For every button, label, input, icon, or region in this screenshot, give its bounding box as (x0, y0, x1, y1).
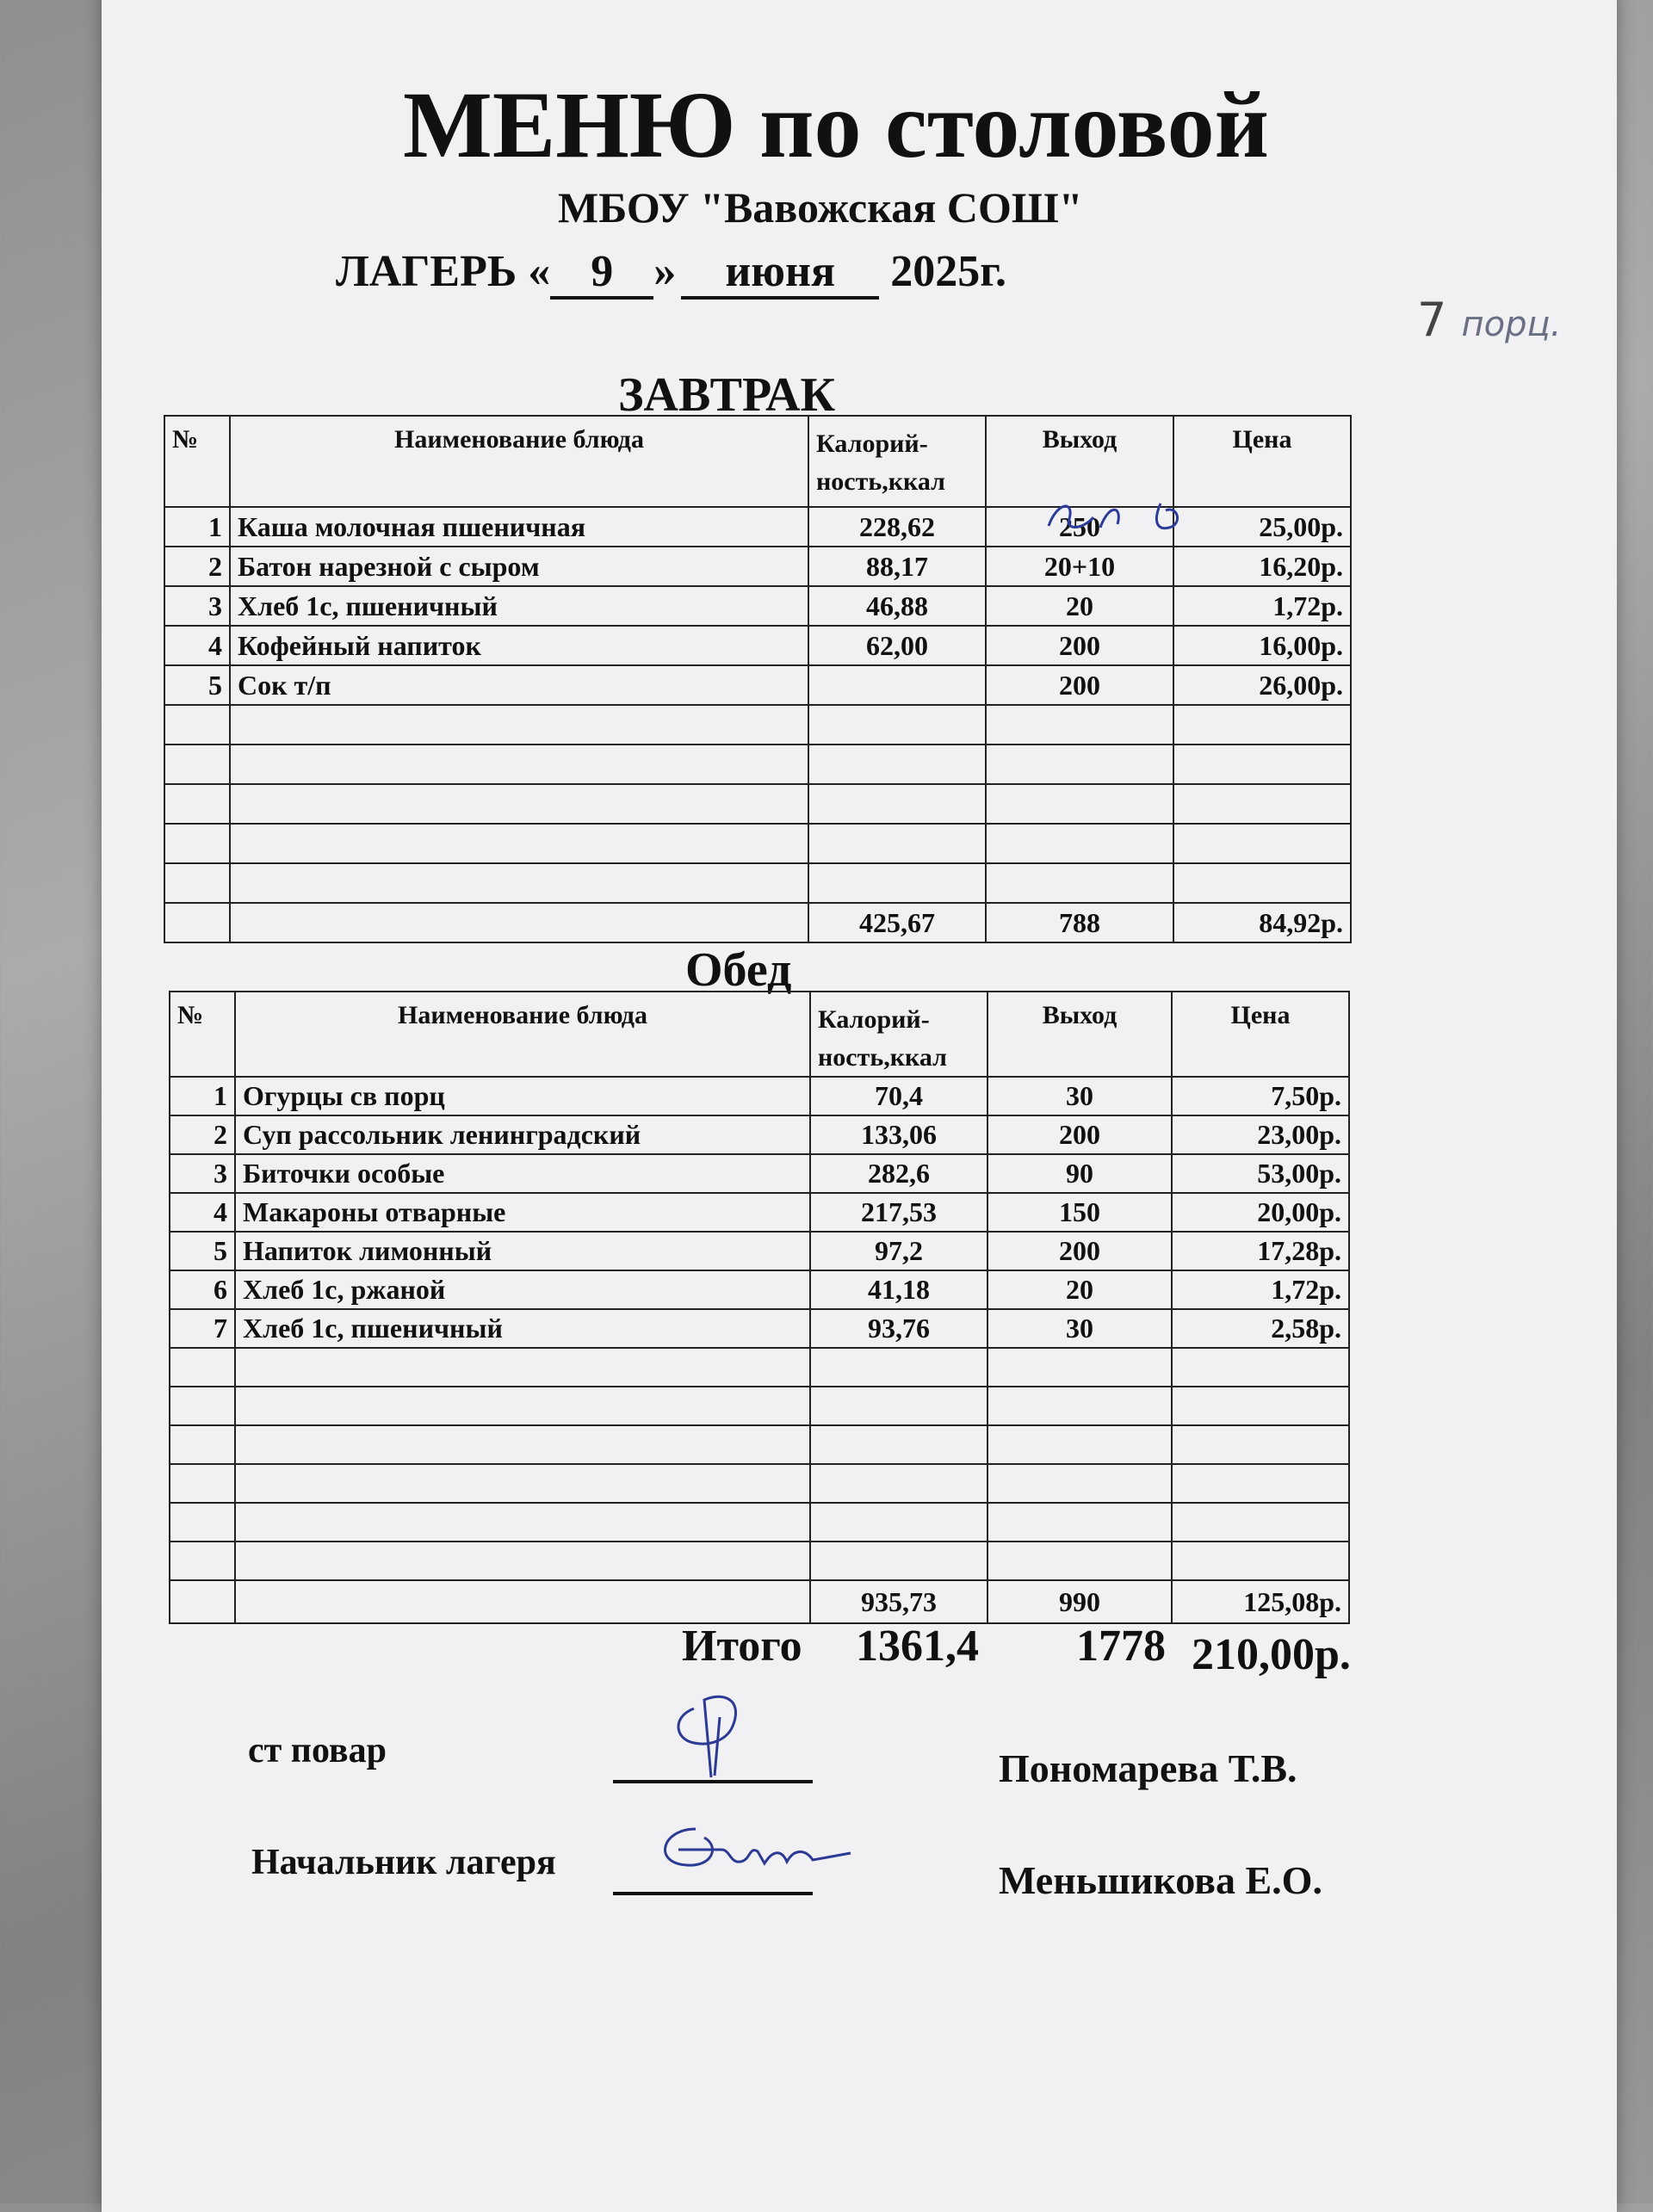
table-row (164, 665, 1351, 705)
table-row (164, 626, 1351, 665)
table-row (170, 1154, 1349, 1193)
total-row (170, 1580, 1349, 1623)
empty-row (164, 705, 1351, 745)
yield-cell: 20 (986, 586, 1173, 626)
empty-cell (230, 745, 808, 784)
camp-label: ЛАГЕРЬ (336, 247, 517, 296)
empty-cell (986, 824, 1173, 863)
empty-cell (170, 1425, 235, 1464)
empty-cell (808, 784, 986, 824)
empty-row (170, 1348, 1349, 1387)
empty-cell (164, 824, 230, 863)
empty-cell (987, 1425, 1172, 1464)
yield-cell: 250 (986, 507, 1173, 547)
yield-cell: 200 (987, 1115, 1172, 1154)
calories-cell (808, 665, 986, 705)
column-header-number: № (170, 992, 235, 1077)
lunch-table (169, 991, 1350, 1624)
empty-cell (235, 1425, 810, 1464)
empty-cell (1172, 1425, 1349, 1464)
yield-cell: 30 (987, 1309, 1172, 1348)
row-number: 7 (170, 1309, 235, 1348)
empty-cell (235, 1503, 810, 1542)
yield-cell: 150 (987, 1193, 1172, 1232)
table-row (164, 547, 1351, 586)
empty-cell (170, 1542, 235, 1580)
calories-cell: 46,88 (808, 586, 986, 626)
empty-row (164, 824, 1351, 863)
row-number: 4 (170, 1193, 235, 1232)
column-header-yield: Выход (986, 416, 1173, 507)
breakfast-title: ЗАВТРАК (618, 368, 836, 422)
total-calories: 935,73 (810, 1580, 987, 1623)
empty-cell (987, 1387, 1172, 1425)
empty-cell (986, 784, 1173, 824)
table-row (170, 1115, 1349, 1154)
portions-text: порц. (1461, 305, 1562, 344)
empty-cell (987, 1503, 1172, 1542)
column-header-dish: Наименование блюда (230, 416, 808, 507)
dish-name: Сок т/п (230, 665, 808, 705)
dish-name: Биточки особые (235, 1154, 810, 1193)
dish-name: Хлеб 1с, пшеничный (235, 1309, 810, 1348)
price-cell: 23,00р. (1172, 1115, 1349, 1154)
empty-cell (810, 1464, 987, 1503)
price-cell: 1,72р. (1172, 1270, 1349, 1309)
calories-cell: 93,76 (810, 1309, 987, 1348)
yield-cell: 30 (987, 1077, 1172, 1115)
empty-cell (164, 903, 230, 942)
month-field: июня (681, 247, 879, 300)
empty-cell (986, 705, 1173, 745)
table-row (170, 1309, 1349, 1348)
handwritten-portions-note (1417, 293, 1562, 347)
price-cell: 25,00р. (1173, 507, 1351, 547)
empty-cell (1172, 1503, 1349, 1542)
organization-name: МБОУ "Вавожская СОШ" (558, 183, 1083, 232)
empty-cell (1173, 824, 1351, 863)
empty-cell (170, 1503, 235, 1542)
grand-total-yield: 1778 (1076, 1622, 1166, 1671)
camp-date-line (336, 246, 1006, 300)
lunch-header-row (170, 992, 1349, 1077)
empty-cell (1173, 784, 1351, 824)
calories-cell: 228,62 (808, 507, 986, 547)
empty-cell (1173, 863, 1351, 903)
signature-name-head: Меньшикова Е.О. (999, 1858, 1322, 1902)
empty-cell (230, 784, 808, 824)
price-cell: 16,20р. (1173, 547, 1351, 586)
calories-cell: 282,6 (810, 1154, 987, 1193)
empty-cell (808, 705, 986, 745)
empty-cell (235, 1348, 810, 1387)
grand-total-kcal: 1361,4 (856, 1622, 979, 1671)
grand-total-price: 210,00р. (1192, 1630, 1351, 1679)
signature-role-cook: ст повар (248, 1731, 387, 1770)
empty-cell (810, 1503, 987, 1542)
portions-number: 7 (1417, 293, 1447, 347)
column-header-calories: Калорий-ность,ккал (808, 416, 986, 507)
price-cell: 17,28р. (1172, 1232, 1349, 1270)
empty-cell (170, 1464, 235, 1503)
lunch-title: Обед (685, 943, 792, 997)
price-cell: 53,00р. (1172, 1154, 1349, 1193)
empty-cell (235, 1387, 810, 1425)
total-yield: 788 (986, 903, 1173, 942)
row-number: 5 (170, 1232, 235, 1270)
empty-cell (810, 1425, 987, 1464)
quote-open: « (528, 247, 551, 296)
calories-cell: 217,53 (810, 1193, 987, 1232)
dish-name: Напиток лимонный (235, 1232, 810, 1270)
empty-cell (987, 1464, 1172, 1503)
yield-cell: 20 (987, 1270, 1172, 1309)
price-cell: 26,00р. (1173, 665, 1351, 705)
year-field: 2025г. (890, 247, 1006, 296)
empty-cell (230, 824, 808, 863)
empty-cell (986, 745, 1173, 784)
empty-row (170, 1464, 1349, 1503)
signature-role-head: Начальник лагеря (251, 1843, 556, 1882)
calories-cell: 70,4 (810, 1077, 987, 1115)
day-field: 9 (550, 247, 653, 300)
empty-cell (164, 745, 230, 784)
table-row (170, 1232, 1349, 1270)
row-number: 3 (164, 586, 230, 626)
column-header-calories: Калорий-ность,ккал (810, 992, 987, 1077)
empty-cell (230, 705, 808, 745)
empty-cell (235, 1580, 810, 1623)
empty-cell (164, 863, 230, 903)
price-cell: 2,58р. (1172, 1309, 1349, 1348)
total-calories: 425,67 (808, 903, 986, 942)
empty-cell (810, 1542, 987, 1580)
total-price: 84,92р. (1173, 903, 1351, 942)
row-number: 6 (170, 1270, 235, 1309)
empty-cell (170, 1348, 235, 1387)
empty-row (170, 1542, 1349, 1580)
empty-cell (170, 1387, 235, 1425)
dish-name: Суп рассольник ленинградский (235, 1115, 810, 1154)
grand-total-label: Итого (682, 1622, 802, 1671)
dish-name: Хлеб 1с, ржаной (235, 1270, 810, 1309)
calories-cell: 88,17 (808, 547, 986, 586)
empty-cell (235, 1464, 810, 1503)
yield-cell: 90 (987, 1154, 1172, 1193)
signature-head (635, 1812, 859, 1889)
empty-row (164, 784, 1351, 824)
yield-cell: 200 (986, 665, 1173, 705)
column-header-number: № (164, 416, 230, 507)
empty-cell (1173, 745, 1351, 784)
calories-cell: 41,18 (810, 1270, 987, 1309)
signature-name-cook: Пономарева Т.В. (999, 1746, 1297, 1790)
dish-name: Батон нарезной с сыром (230, 547, 808, 586)
paper-sheet (102, 0, 1617, 2212)
table-row (170, 1193, 1349, 1232)
signature-line-head (613, 1892, 813, 1895)
row-number: 1 (170, 1077, 235, 1115)
empty-cell (986, 863, 1173, 903)
dish-name: Кофейный напиток (230, 626, 808, 665)
empty-cell (230, 903, 808, 942)
empty-cell (808, 745, 986, 784)
page-title: МЕНЮ по столовой (403, 72, 1269, 177)
empty-cell (230, 863, 808, 903)
row-number: 4 (164, 626, 230, 665)
total-price: 125,08р. (1172, 1580, 1349, 1623)
yield-cell: 20+10 (986, 547, 1173, 586)
empty-row (164, 863, 1351, 903)
table-row (164, 586, 1351, 626)
empty-cell (987, 1542, 1172, 1580)
quote-close: » (653, 247, 677, 296)
table-row (170, 1077, 1349, 1115)
table-row (170, 1270, 1349, 1309)
yield-cell: 200 (987, 1232, 1172, 1270)
dish-name: Макароны отварные (235, 1193, 810, 1232)
calories-cell: 62,00 (808, 626, 986, 665)
calories-cell: 133,06 (810, 1115, 987, 1154)
empty-cell (1172, 1348, 1349, 1387)
price-cell: 20,00р. (1172, 1193, 1349, 1232)
signature-cook (659, 1691, 771, 1786)
row-number: 2 (164, 547, 230, 586)
empty-cell (1172, 1387, 1349, 1425)
empty-row (170, 1387, 1349, 1425)
empty-cell (1173, 705, 1351, 745)
calories-cell: 97,2 (810, 1232, 987, 1270)
price-cell: 1,72р. (1173, 586, 1351, 626)
empty-row (164, 745, 1351, 784)
yield-cell: 200 (986, 626, 1173, 665)
empty-cell (987, 1348, 1172, 1387)
handwritten-correction-mark (1040, 493, 1247, 536)
column-header-price: Цена (1172, 992, 1349, 1077)
total-yield: 990 (987, 1580, 1172, 1623)
row-number: 2 (170, 1115, 235, 1154)
row-number: 3 (170, 1154, 235, 1193)
empty-cell (808, 863, 986, 903)
empty-cell (1172, 1464, 1349, 1503)
column-header-price: Цена (1173, 416, 1351, 507)
dish-name: Огурцы св порц (235, 1077, 810, 1115)
empty-cell (235, 1542, 810, 1580)
empty-cell (164, 784, 230, 824)
empty-cell (170, 1580, 235, 1623)
row-number: 5 (164, 665, 230, 705)
column-header-dish: Наименование блюда (235, 992, 810, 1077)
row-number: 1 (164, 507, 230, 547)
empty-cell (810, 1387, 987, 1425)
total-row (164, 903, 1351, 942)
empty-cell (1172, 1542, 1349, 1580)
empty-cell (810, 1348, 987, 1387)
price-cell: 16,00р. (1173, 626, 1351, 665)
empty-cell (164, 705, 230, 745)
column-header-yield: Выход (987, 992, 1172, 1077)
empty-cell (808, 824, 986, 863)
dish-name: Хлеб 1с, пшеничный (230, 586, 808, 626)
price-cell: 7,50р. (1172, 1077, 1349, 1115)
dish-name: Каша молочная пшеничная (230, 507, 808, 547)
empty-row (170, 1425, 1349, 1464)
empty-row (170, 1503, 1349, 1542)
